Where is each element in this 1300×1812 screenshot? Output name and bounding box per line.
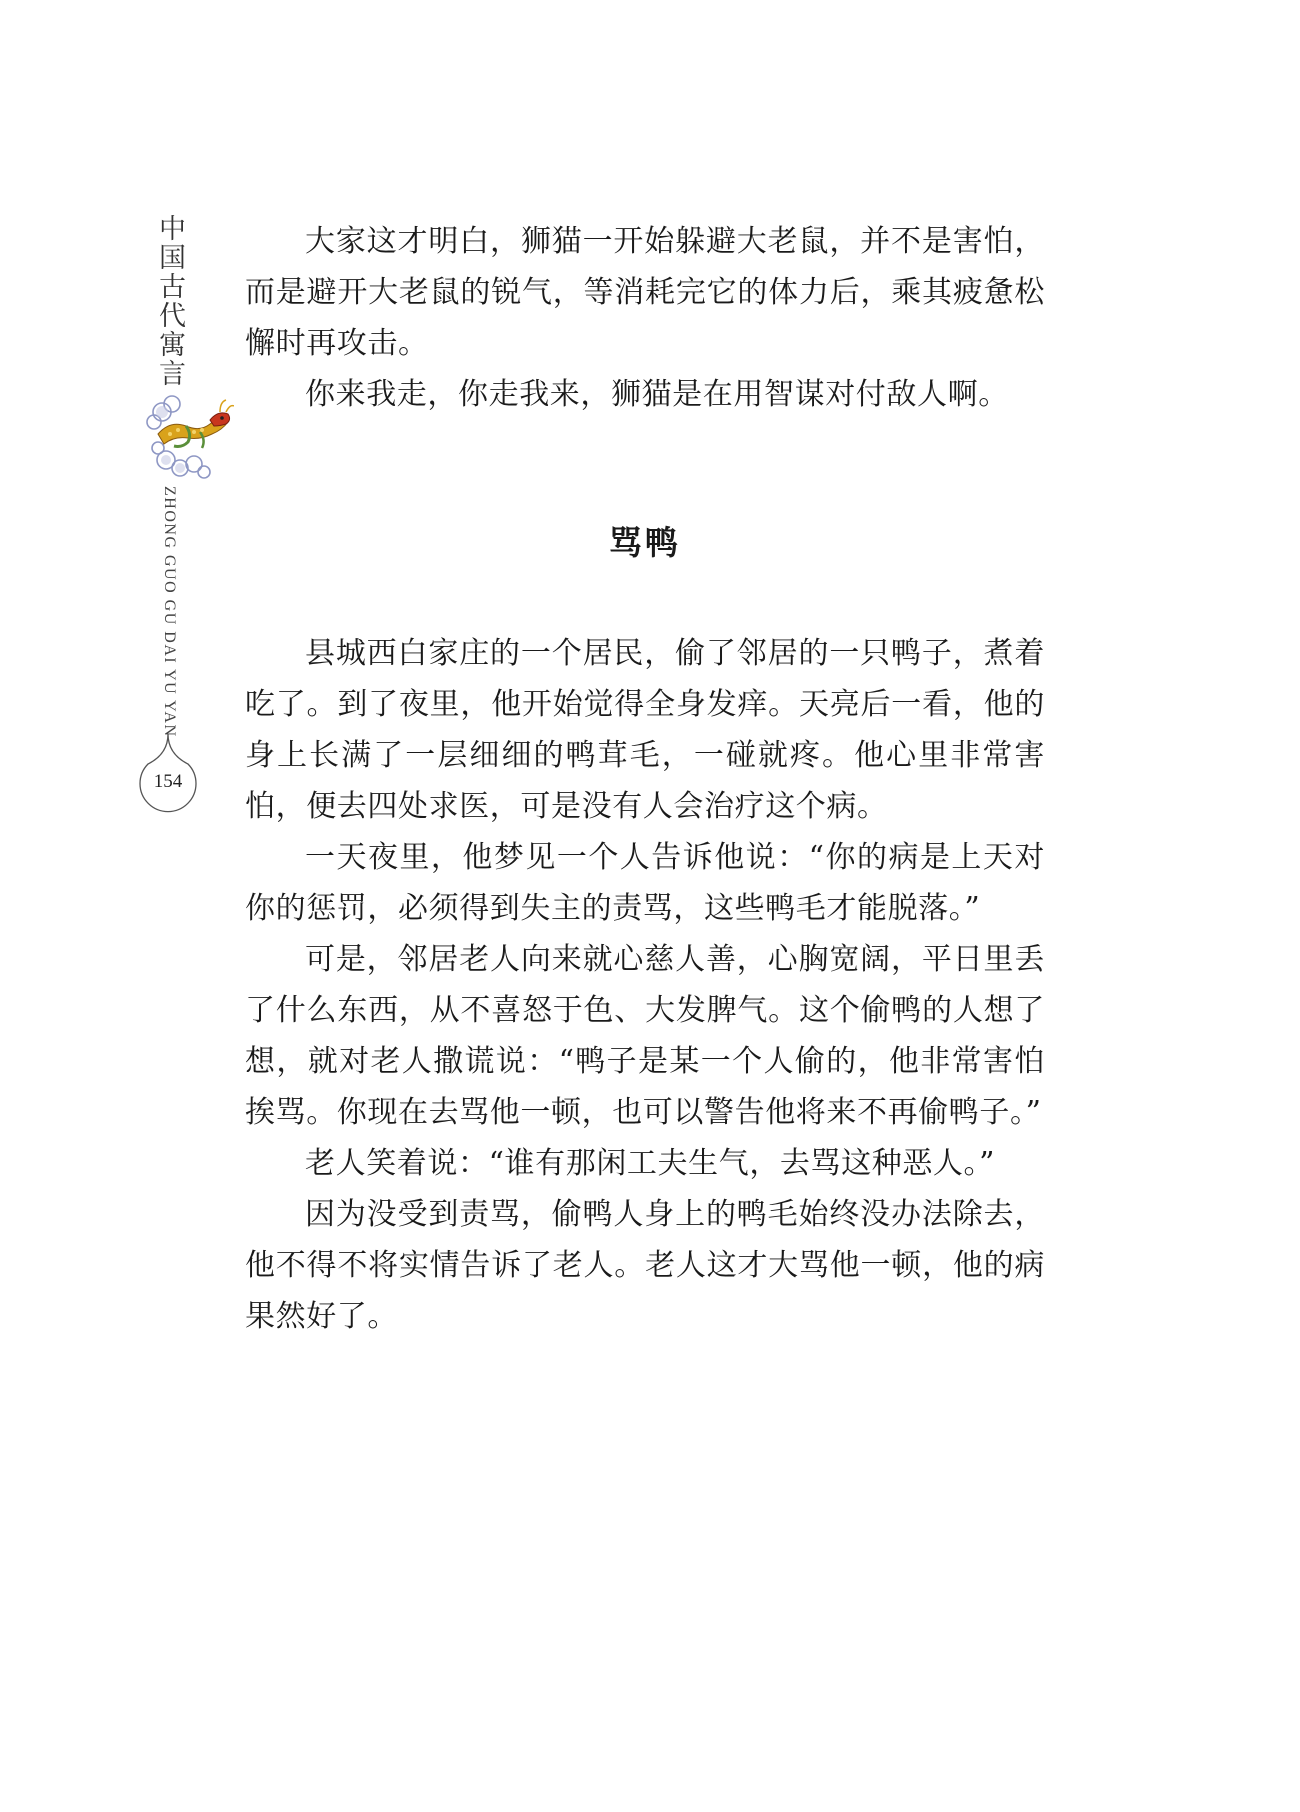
paragraph: 大家这才明白，狮猫一开始躲避大老鼠，并不是害怕，而是避开大老鼠的锐气，等消耗完它的体力后，乘其疲惫松懈时再攻击。 xyxy=(245,224,1045,361)
book-title: 中国古代寓言 xyxy=(154,214,185,388)
running-head xyxy=(118,214,228,814)
page-number: 154 xyxy=(153,771,183,792)
paragraph: 老人笑着说：“谁有那闲工夫生气，去骂这种恶人。” xyxy=(305,1146,996,1181)
book-title-pinyin: ZHONG GUO GU DAI YU YAN xyxy=(161,486,178,738)
paragraph: 一天夜里，他梦见一个人告诉他说：“你的病是上天对你的惩罚，必须得到失主的责骂，这些鸭毛才能脱落。” xyxy=(245,840,1045,926)
paragraph: 因为没受到责骂，偷鸭人身上的鸭毛始终没办法除去，他不得不将实情告诉了老人。老人这才大骂他一顿，他的病果然好了。 xyxy=(245,1197,1045,1334)
paragraph: 可是，邻居老人向来就心慈人善，心胸宽阔，平日里丢了什么东西，从不喜怒于色、大发脾气。这个偷鸭的人想了想，就对老人撒谎说：“鸭子是某一个人偷的，他非常害怕挨骂。你现在去骂他一顿，也可以警告他将来不再偷鸭子。” xyxy=(245,942,1045,1130)
story-title: 骂鸭 xyxy=(609,523,681,562)
paragraph: 你来我走，你走我来，狮猫是在用智谋对付敌人啊。 xyxy=(305,377,1009,412)
dragon-cloud-icon xyxy=(140,390,234,480)
paragraph: 县城西白家庄的一个居民，偷了邻居的一只鸭子，煮着吃了。到了夜里，他开始觉得全身发痒。天亮后一看，他的身上长满了一层细细的鸭茸毛，一碰就疼。他心里非常害怕，便去四处求医，可是没有人会治疗这个病。 xyxy=(245,636,1045,824)
page-body xyxy=(245,216,1045,1342)
